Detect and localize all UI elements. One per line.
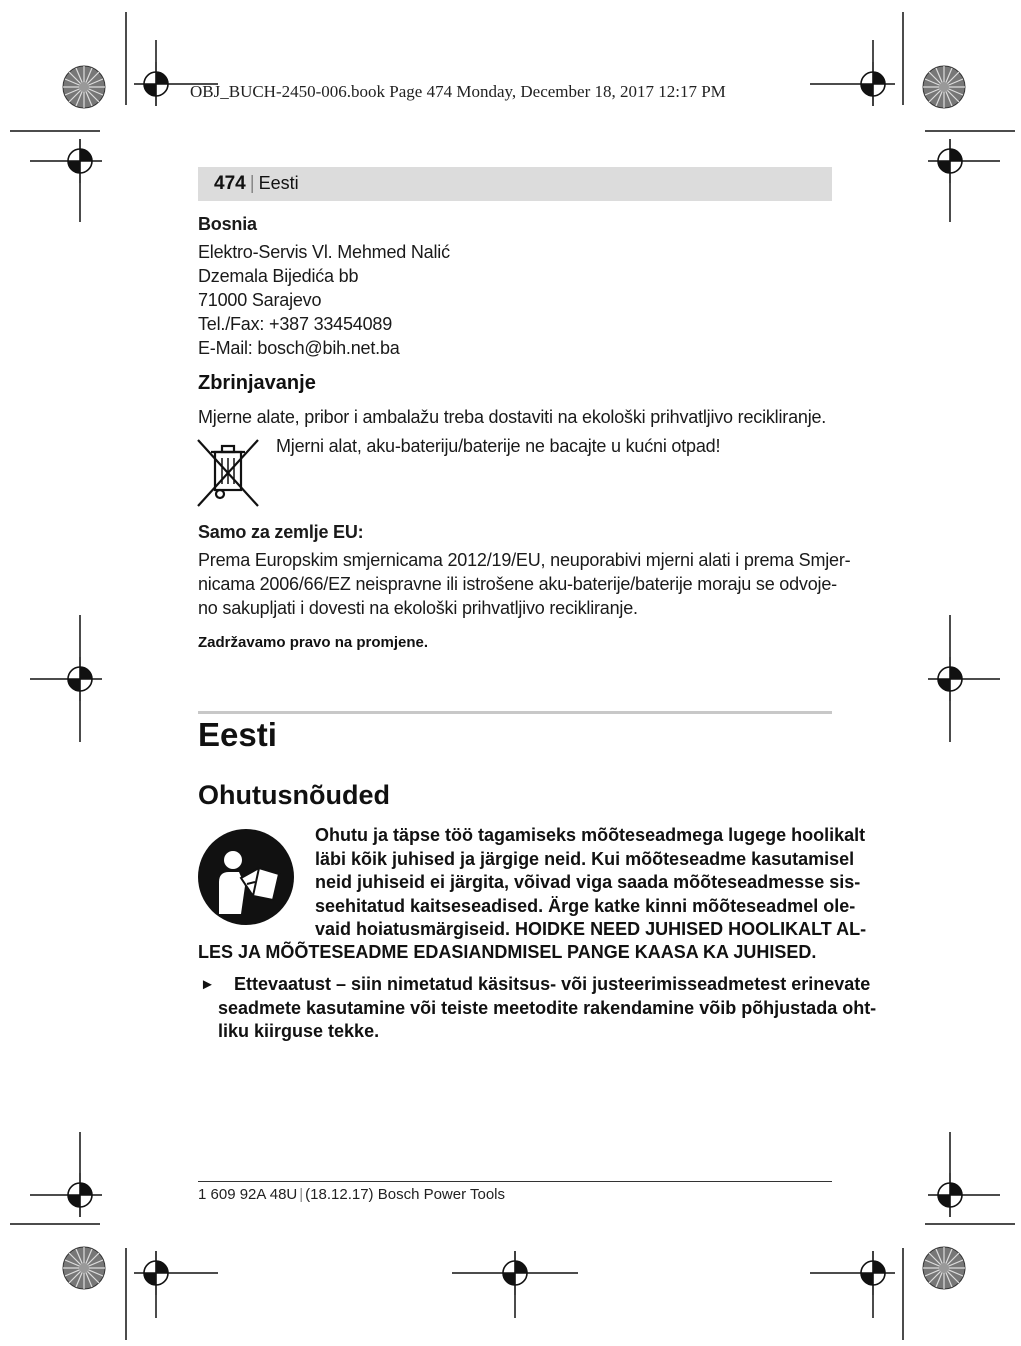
address-line: Tel./Fax: +387 33454089 <box>198 314 393 334</box>
crossed-out-wheelie-bin-icon <box>196 438 262 510</box>
address-line: Dzemala Bijedića bb <box>198 266 359 286</box>
page-header-bar <box>198 167 832 201</box>
color-calibration-wheel-icon <box>63 66 105 108</box>
registration-crosshair-icon <box>493 1251 537 1295</box>
registration-crosshair-icon <box>134 62 178 106</box>
disposal-paragraph: Mjerne alate, pribor i ambalažu treba dostaviti na ekološki prihvatljivo recikliranje. <box>198 407 827 427</box>
paragraph-line: nicama 2006/66/EZ neispravne ili istrošene aku-baterije/baterije moraju se odvoje- <box>198 574 837 594</box>
paragraph-line: Prema Europskim smjernicama 2012/19/EU, neuporabivi mjerni alati i prema Smjer- <box>198 550 851 570</box>
reserved-notice: Zadržavamo pravo na promjene. <box>198 634 429 651</box>
intro-line: läbi kõik juhised ja järgige neid. Kui mõõteseadme kasutamisel <box>315 848 855 869</box>
registration-crosshair-icon <box>58 139 102 183</box>
eu-paragraph <box>198 548 850 620</box>
intro-line: vaid hoiatusmärgiseid. HOIDKE NEED JUHISED HOOLIKALT AL- <box>315 919 867 939</box>
address-line: 71000 Sarajevo <box>198 290 322 310</box>
page-header <box>214 173 299 195</box>
bin-note: Mjerni alat, aku-bateriju/baterije ne bacajte u kućni otpad! <box>276 436 721 456</box>
safety-heading: Ohutusnõuded <box>198 780 390 810</box>
registration-crosshair-icon <box>58 1173 102 1217</box>
registration-crosshair-icon <box>928 1173 972 1217</box>
read-manual-icon <box>197 828 295 926</box>
bullet-line: liku kiirguse tekke. <box>218 1021 380 1041</box>
registration-crosshair-icon <box>851 62 895 106</box>
bosnia-heading: Bosnia <box>198 214 257 234</box>
bullet-line: Ettevaatust – siin nimetatud käsitsus- või justeerimisseadmetest erinevate <box>234 974 871 994</box>
registration-crosshair-icon <box>928 657 972 701</box>
bullet-marker: ► <box>200 976 215 993</box>
intro-line: seehitatud kaitseseadised. Ärge katke kinni mõõteseadmel ole- <box>315 895 856 916</box>
bullet-line: seadmete kasutamine või teiste meetodite rakendamine võib põhjustada oht- <box>218 997 877 1018</box>
intro-line: Ohutu ja täpse töö tagamiseks mõõteseadmega lugege hoolikalt <box>315 825 866 845</box>
color-calibration-wheel-icon <box>63 1247 105 1289</box>
color-calibration-wheel-icon <box>923 66 965 108</box>
registration-crosshair-icon <box>58 657 102 701</box>
registration-crosshair-icon <box>134 1251 178 1295</box>
footer-publisher: (18.12.17) Bosch Power Tools <box>305 1186 506 1203</box>
doc-number: 1 609 92A 48U <box>198 1186 298 1203</box>
color-calibration-wheel-icon <box>923 1247 965 1289</box>
safety-intro <box>315 824 866 942</box>
disposal-heading: Zbrinjavanje <box>198 372 316 394</box>
paragraph-line: no sakupljati i dovesti na ekološki prihvatljivo recikliranje. <box>198 598 638 618</box>
page-number: 474 <box>214 173 246 194</box>
bosnia-address <box>198 240 450 360</box>
warning-bullet <box>218 973 876 1044</box>
footer-separator: | <box>299 1186 304 1203</box>
registration-crosshair-icon <box>928 139 972 183</box>
language-title: Eesti <box>198 716 277 753</box>
eu-heading: Samo za zemlje EU: <box>198 522 364 542</box>
header-language: Eesti <box>258 173 299 193</box>
page-footer <box>198 1186 505 1203</box>
intro-line: neid juhiseid ei järgita, võivad viga saada mõõteseadmesse sis- <box>315 872 861 892</box>
section-divider <box>198 711 832 714</box>
address-line: E-Mail: bosch@bih.net.ba <box>198 338 400 358</box>
print-info-line: OBJ_BUCH-2450-006.book Page 474 Monday, December 18, 2017 12:17 PM <box>190 82 726 101</box>
registration-crosshair-icon <box>851 1251 895 1295</box>
intro-line: LES JA MÕÕTESEADME EDASIANDMISEL PANGE KAASA KA JUHISED. <box>198 942 817 962</box>
header-separator: | <box>249 173 255 194</box>
address-line: Elektro-Servis Vl. Mehmed Nalić <box>198 242 450 262</box>
footer-rule <box>198 1181 832 1182</box>
